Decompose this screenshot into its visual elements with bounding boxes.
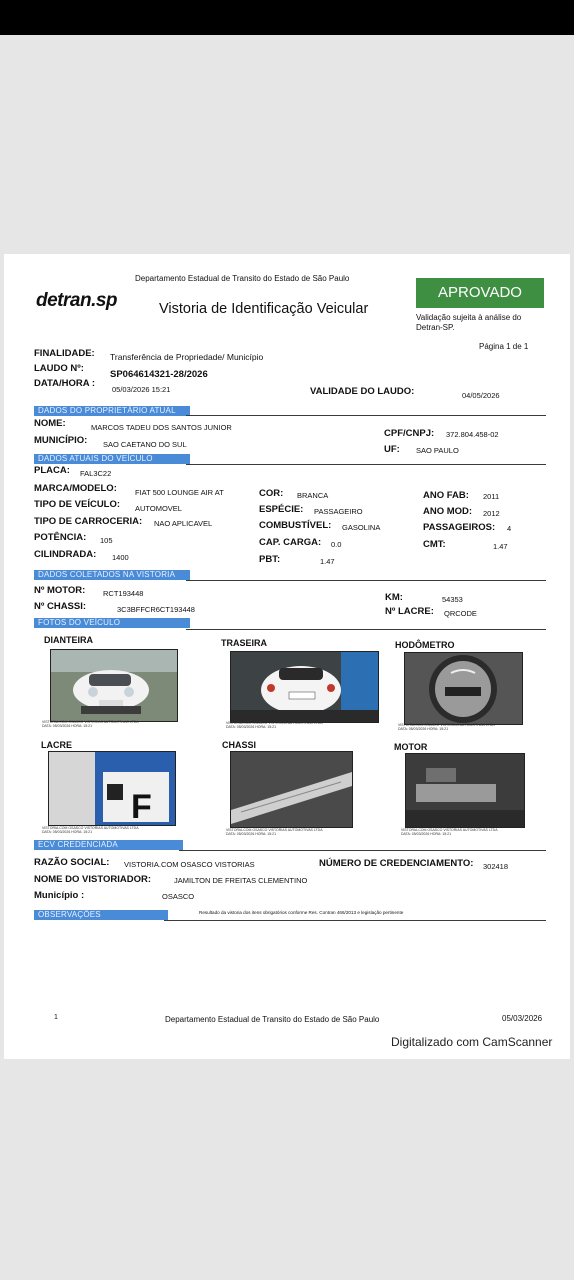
datahora-value: 05/03/2026 15:21 (112, 385, 171, 394)
section-owner-line (186, 415, 546, 416)
photo-caption-date-chassi: DATA: 05/03/2026 HORA: 15:21 (226, 832, 277, 836)
seal-photo-icon (49, 752, 175, 825)
combustivel-value: GASOLINA (342, 523, 381, 532)
photo-caption-date-hodometro: DATA: 05/03/2026 HORA: 15:21 (398, 727, 449, 731)
photo-caption-lacre: VISTORIA.COM OSASCO VISTORIAS AUTOMOTIVAS LTDA (42, 826, 139, 830)
ecv-municipio-value: OSASCO (162, 892, 195, 901)
capcarga-value: 0.0 (331, 540, 342, 549)
carroceria-value: NAO APLICAVEL (154, 519, 213, 528)
page-indicator: Página 1 de 1 (479, 342, 529, 351)
finalidade-value: Transferência de Propriedade/ Município (110, 352, 264, 362)
photo-lacre (48, 751, 176, 826)
potencia-value: 105 (100, 536, 113, 545)
motor-label: Nº MOTOR: (34, 585, 86, 596)
section-photos: FOTOS DO VEÍCULO (34, 618, 190, 628)
owner-name-value: MARCOS TADEU DOS SANTOS JUNIOR (91, 423, 232, 432)
photo-caption-dianteira: VISTORIA.COM OSASCO VISTORIAS AUTOMOTIVAS LTDA (42, 720, 139, 724)
photo-dianteira (50, 649, 178, 722)
chassi-value: 3C3BFFCR6CT193448 (117, 605, 195, 614)
potencia-label: POTÊNCIA: (34, 532, 87, 543)
photo-caption-hodometro: VISTORIA.COM OSASCO VISTORIAS AUTOMOTIVAS LTDA (398, 723, 495, 727)
validation-note-line1: Validação sujeita à análise do (416, 313, 522, 322)
inspection-document (4, 254, 570, 1059)
numcred-value: 302418 (483, 862, 509, 871)
especie-value: PASSAGEIRO (314, 507, 363, 516)
owner-municipio-value: SAO CAETANO DO SUL (103, 440, 187, 449)
datahora-label: DATA/HORA : (34, 378, 96, 389)
pbt-label: PBT: (259, 554, 281, 565)
carroceria-label: TIPO DE CARROCERIA: (34, 516, 143, 527)
motor-value: RCT193448 (103, 589, 144, 598)
km-label: KM: (385, 592, 403, 603)
razao-value: VISTORIA.COM OSASCO VISTORIAS (124, 860, 255, 869)
section-collected-line (186, 580, 546, 581)
footer-department: Departamento Estadual de Transito do Estado de São Paulo (165, 1015, 380, 1024)
numcred-label: NÚMERO DE CREDENCIAMENTO: (319, 858, 474, 869)
department-header: Departamento Estadual de Transito do Estado de São Paulo (135, 274, 350, 283)
validation-note-line2: Detran-SP. (416, 323, 455, 332)
photo-label-traseira: TRASEIRA (221, 638, 268, 648)
owner-municipio-label: MUNICÍPIO: (34, 435, 88, 446)
photo-traseira (230, 651, 379, 723)
section-vehicle-line (186, 464, 546, 465)
finalidade-label: FINALIDADE: (34, 348, 95, 359)
section-vehicle: DADOS ATUAIS DO VEÍCULO (34, 454, 190, 464)
footer-page-number: 1 (54, 1014, 58, 1021)
tipo-value: AUTOMOVEL (135, 504, 182, 513)
ecv-municipio-label: Município : (34, 890, 85, 901)
cilindrada-label: CILINDRADA: (34, 549, 97, 560)
km-value: 54353 (442, 595, 463, 604)
camscanner-watermark: Digitalizado com CamScanner (391, 1035, 553, 1049)
marca-label: MARCA/MODELO: (34, 483, 117, 494)
status-bar (0, 0, 574, 35)
anofab-value: 2011 (483, 492, 500, 501)
photo-caption-date-motor: DATA: 05/03/2026 HORA: 15:21 (401, 832, 452, 836)
engine-photo-icon (406, 754, 524, 827)
cilindrada-value: 1400 (112, 553, 129, 562)
observations-text: Resultado da vistoria dos itens obrigatórios conforme Res. Contran 466/2013 e legislação pertinente (199, 910, 404, 915)
cpf-value: 372.804.458-02 (446, 430, 499, 439)
status-approved-badge: APROVADO (416, 278, 544, 308)
section-photos-line (186, 629, 546, 630)
anofab-label: ANO FAB: (423, 490, 469, 501)
marca-value: FIAT 500 LOUNGE AIR AT (135, 488, 224, 497)
document-title: Vistoria de Identificação Veicular (159, 301, 369, 317)
photo-caption-chassi: VISTORIA.COM OSASCO VISTORIAS AUTOMOTIVAS LTDA (226, 828, 323, 832)
laudo-value: SP064614321-28/2026 (110, 369, 208, 380)
anomod-value: 2012 (483, 509, 500, 518)
vistoriador-label: NOME DO VISTORIADOR: (34, 874, 151, 885)
section-observations: OBSERVAÇÕES (34, 910, 168, 920)
pbt-value: 1.47 (320, 557, 335, 566)
detran-logo: detran.sp (36, 290, 118, 311)
photo-caption-date-lacre: DATA: 05/03/2026 HORA: 15:21 (42, 830, 93, 834)
photo-caption-traseira: VISTORIA.COM OSASCO VISTORIAS AUTOMOTIVAS LTDA (226, 721, 323, 725)
photo-chassi (230, 751, 353, 828)
passageiros-value: 4 (507, 524, 512, 533)
photo-label-lacre: LACRE (41, 740, 72, 750)
cor-value: BRANCA (297, 491, 329, 500)
uf-value: SAO PAULO (416, 446, 459, 455)
photo-caption-motor: VISTORIA.COM OSASCO VISTORIAS AUTOMOTIVAS LTDA (401, 828, 498, 832)
uf-label: UF: (384, 444, 400, 455)
front-car-photo-icon (51, 650, 177, 721)
passageiros-label: PASSAGEIROS: (423, 522, 496, 533)
cmt-value: 1.47 (493, 542, 508, 551)
section-owner: DADOS DO PROPRIETÁRIO ATUAL (34, 406, 190, 416)
photo-label-hodometro: HODÔMETRO (395, 640, 455, 650)
combustivel-label: COMBUSTÍVEL: (259, 520, 332, 531)
cor-label: COR: (259, 488, 284, 499)
photo-label-chassi: CHASSI (222, 740, 257, 750)
validade-label: VALIDADE DO LAUDO: (310, 386, 415, 397)
lacre-label: Nº LACRE: (385, 606, 434, 617)
section-ecv: ECV CREDENCIADA (34, 840, 183, 850)
section-observations-line (164, 920, 546, 921)
photo-caption-date-dianteira: DATA: 05/03/2026 HORA: 15:21 (42, 724, 93, 728)
photo-caption-date-traseira: DATA: 05/03/2026 HORA: 15:21 (226, 725, 277, 729)
tipo-label: TIPO DE VEÍCULO: (34, 499, 121, 510)
validade-value: 04/05/2026 (462, 391, 500, 400)
section-collected: DADOS COLETADOS NA VISTORIA (34, 570, 190, 580)
odometer-photo-icon (405, 653, 522, 724)
svg-text:F: F (131, 788, 152, 825)
placa-value: FAL3C22 (80, 469, 112, 478)
section-ecv-line (179, 850, 546, 851)
rear-car-photo-icon (231, 652, 378, 722)
anomod-label: ANO MOD: (423, 506, 473, 517)
chassi-label: Nº CHASSI: (34, 601, 87, 612)
photo-label-dianteira: DIANTEIRA (44, 635, 93, 645)
photo-label-motor: MOTOR (394, 742, 428, 752)
footer-date: 05/03/2026 (502, 1014, 543, 1023)
vistoriador-value: JAMILTON DE FREITAS CLEMENTINO (174, 876, 308, 885)
razao-label: RAZÃO SOCIAL: (34, 857, 110, 868)
capcarga-label: CAP. CARGA: (259, 537, 322, 548)
owner-name-label: NOME: (34, 418, 66, 429)
cmt-label: CMT: (423, 539, 446, 550)
placa-label: PLACA: (34, 465, 70, 476)
lacre-value: QRCODE (444, 609, 477, 618)
photo-motor (405, 753, 525, 828)
chassis-photo-icon (231, 752, 352, 827)
photo-hodometro (404, 652, 523, 725)
especie-label: ESPÉCIE: (259, 504, 304, 515)
cpf-label: CPF/CNPJ: (384, 428, 435, 439)
laudo-label: LAUDO Nº: (34, 363, 84, 374)
